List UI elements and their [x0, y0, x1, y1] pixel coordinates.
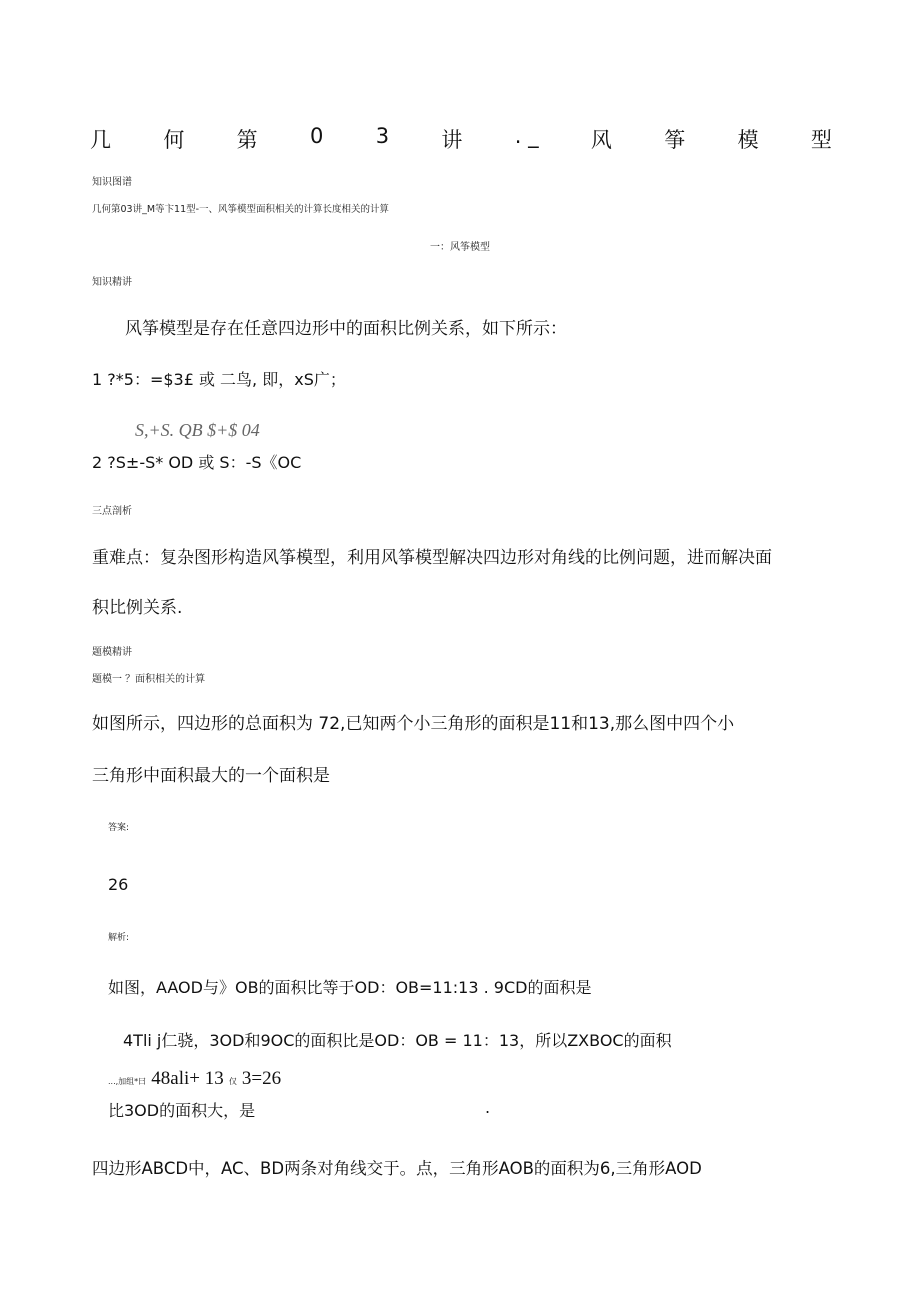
answer-value: 26: [108, 875, 129, 894]
formula-1: 1 ?*5：=$3£ 或 二鸟, 即，xS广；: [92, 370, 346, 389]
title-char: 型: [810, 128, 832, 152]
analysis-line-1: 如图，AAOD与》OB的面积比等于OD：OB=11:13 . 9CD的面积是: [108, 978, 592, 997]
intro-text: 风筝模型是存在任意四边形中的面积比例关系，如下所示：: [125, 319, 567, 339]
title-char: 0: [309, 124, 324, 148]
title-char: 模: [737, 128, 759, 152]
analysis-formula-prefix: ...,加组*曰: [108, 1077, 147, 1086]
analysis-formula: [108, 1068, 281, 1090]
title-char: 讲: [441, 128, 463, 152]
section-knowledge-explain: 知识精讲: [92, 277, 132, 288]
next-problem-line: 四边形ABCD中，AC、BD两条对角线交于。点，三角形AOB的面积为6,三角形AOD: [92, 1159, 702, 1178]
formula-2-numerator: S,+S. QB $+$ 04: [135, 420, 260, 440]
key-point-line-2: 积比例关系.: [92, 598, 183, 618]
analysis-line-2: 4Tli j仁骁，3OD和9OC的面积比是OD：OB = 11：13，所以ZXBOC的面积: [123, 1031, 672, 1050]
section-knowledge-map: 知识图谱: [92, 177, 132, 188]
title-char: . _: [514, 124, 539, 148]
title-char: 几: [90, 128, 111, 152]
analysis-formula-main: 48ali+ 13: [151, 1068, 224, 1089]
analysis-formula-result: 3=26: [241, 1068, 282, 1089]
analysis-line-3: 比3OD的面积大，是: [108, 1101, 256, 1120]
title-char: 风: [590, 128, 612, 152]
section-center-title: 一：风筝模型: [430, 242, 490, 253]
analysis-formula-sub: 仅: [228, 1077, 237, 1086]
title-char: 第: [236, 128, 258, 152]
problem-line-2: 三角形中面积最大的一个面积是: [92, 766, 330, 786]
title-char: 筝: [664, 128, 686, 152]
formula-2: 2 ?S±-S* OD 或 S：-S《OC: [92, 453, 302, 472]
analysis-line-3-end: .: [485, 1098, 491, 1117]
problem-line-1: 如图所示，四边形的总面积为 72,已知两个小三角形的面积是11和13,那么图中四个小: [92, 714, 735, 734]
section-problem-explain: 题模精讲: [92, 647, 132, 658]
title-char: 3: [375, 124, 390, 148]
title-char: 何: [163, 128, 185, 152]
key-point-line-1: 重难点：复杂图形构造风筝模型，利用风筝模型解决四边形对角线的比例问题，进而解决面: [92, 548, 772, 568]
problem-module-label: 题模一 ？面积相关的计算: [92, 674, 206, 685]
section-three-points: 三点剖析: [92, 506, 132, 517]
page-title: [90, 124, 832, 154]
answer-label: 答案:: [108, 823, 130, 833]
analysis-label: 解析:: [108, 933, 130, 943]
breadcrumb: 几何第03讲_M等卞11型-一、风筝模型面积相关的计算长度相关的计算: [92, 204, 390, 215]
